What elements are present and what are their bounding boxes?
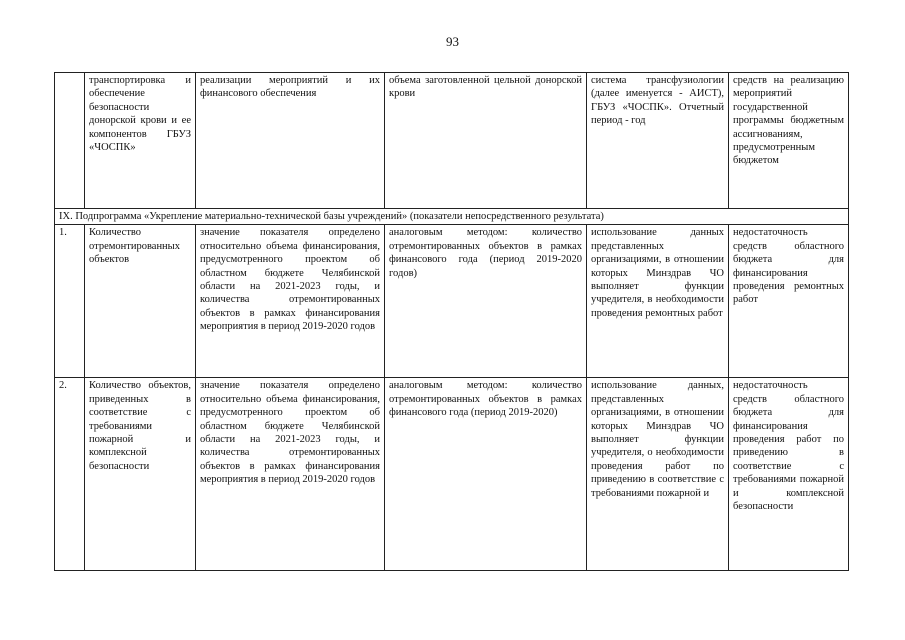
table-row-continuation xyxy=(55,73,849,209)
source-cell xyxy=(587,225,729,378)
risks-cell xyxy=(729,225,849,378)
method-cell xyxy=(385,225,587,378)
indicator-text: Количество отремонтированных объектов xyxy=(89,227,180,266)
method-text: аналоговым методом: количество отремонтированных объектов в рамках финансового года (период 2019-2020) xyxy=(389,380,582,419)
row-number-cell xyxy=(55,73,85,209)
source-text: система трансфузиологии (далее именуется - АИСТ), ГБУЗ «ЧОСПК». Отчетный период - год xyxy=(591,75,724,127)
indicator-cell xyxy=(85,378,196,571)
table-row-section-header xyxy=(55,209,849,225)
method-cell xyxy=(385,73,587,209)
indicator-cell xyxy=(85,225,196,378)
section-header-cell xyxy=(55,209,849,225)
source-text: использование данных представленных организациями, в отношении которых Минздрав ЧО выполняет функции учредителя, в необходимости проведения ремонтных работ xyxy=(591,227,724,319)
risks-text: недостаточность средств областного бюджета для финансирования проведения ремонтных работ xyxy=(733,227,844,306)
indicator-text: транспортировка и обеспечение безопасности донорской крови и ее компонентов ГБУЗ «ЧОСПК» xyxy=(89,75,191,154)
table-row xyxy=(55,225,849,378)
page-number: 93 xyxy=(446,34,459,49)
source-cell xyxy=(587,378,729,571)
row-number-cell: 2. xyxy=(55,378,85,571)
relation-cell xyxy=(196,225,385,378)
source-text: использование данных, представленных организациями, в отношении которых Минздрав ЧО выполняет функции учредителя, о необходимости проведения работ по приведению в соответствие с требованиями пожарной и xyxy=(591,380,724,499)
risks-text: недостаточность средств областного бюджета для финансирования проведения работ по приведению в соответствие с требованиями пожарной и комплексной безопасности xyxy=(733,380,844,513)
relation-cell xyxy=(196,73,385,209)
method-cell xyxy=(385,378,587,571)
risks-text: средств на реализацию мероприятий государственной программы бюджетным ассигнованиям, предусмотренным бюджетом xyxy=(733,75,844,167)
relation-text: реализации мероприятий и их финансового обеспечения xyxy=(200,75,380,100)
risks-cell xyxy=(729,73,849,209)
relation-text: значение показателя определено относительно объема финансирования, предусмотренного проектом об областном бюджете Челябинской области на 2021-2023 годы, и количества отремонтированных объектов в рамках финансирования мероприятия в период 2019-2020 годов xyxy=(200,227,380,333)
relation-cell xyxy=(196,378,385,571)
method-text: объема заготовленной цельной донорской крови xyxy=(389,75,582,100)
indicator-text: Количество объектов, приведенных в соответствие с требованиями пожарной и комплексной безопасности xyxy=(89,380,191,472)
method-text: аналоговым методом: количество отремонтированных объектов в рамках финансового года (период 2019-2020 годов) xyxy=(389,227,582,279)
source-cell xyxy=(587,73,729,209)
row-number-cell: 1. xyxy=(55,225,85,378)
risks-cell xyxy=(729,378,849,571)
section-header-text: IX. Подпрограмма «Укрепление материально-технической базы учреждений» (показатели непосредственного результата) xyxy=(59,211,604,222)
indicator-cell xyxy=(85,73,196,209)
table-row xyxy=(55,378,849,571)
indicators-table xyxy=(54,72,849,571)
relation-text: значение показателя определено относительно объема финансирования, предусмотренного проектом об областном бюджете Челябинской области на 2021-2023 годы, и количества отремонтированных объектов в рамках финансирования мероприятия в период 2019-2020 годов xyxy=(200,380,380,486)
